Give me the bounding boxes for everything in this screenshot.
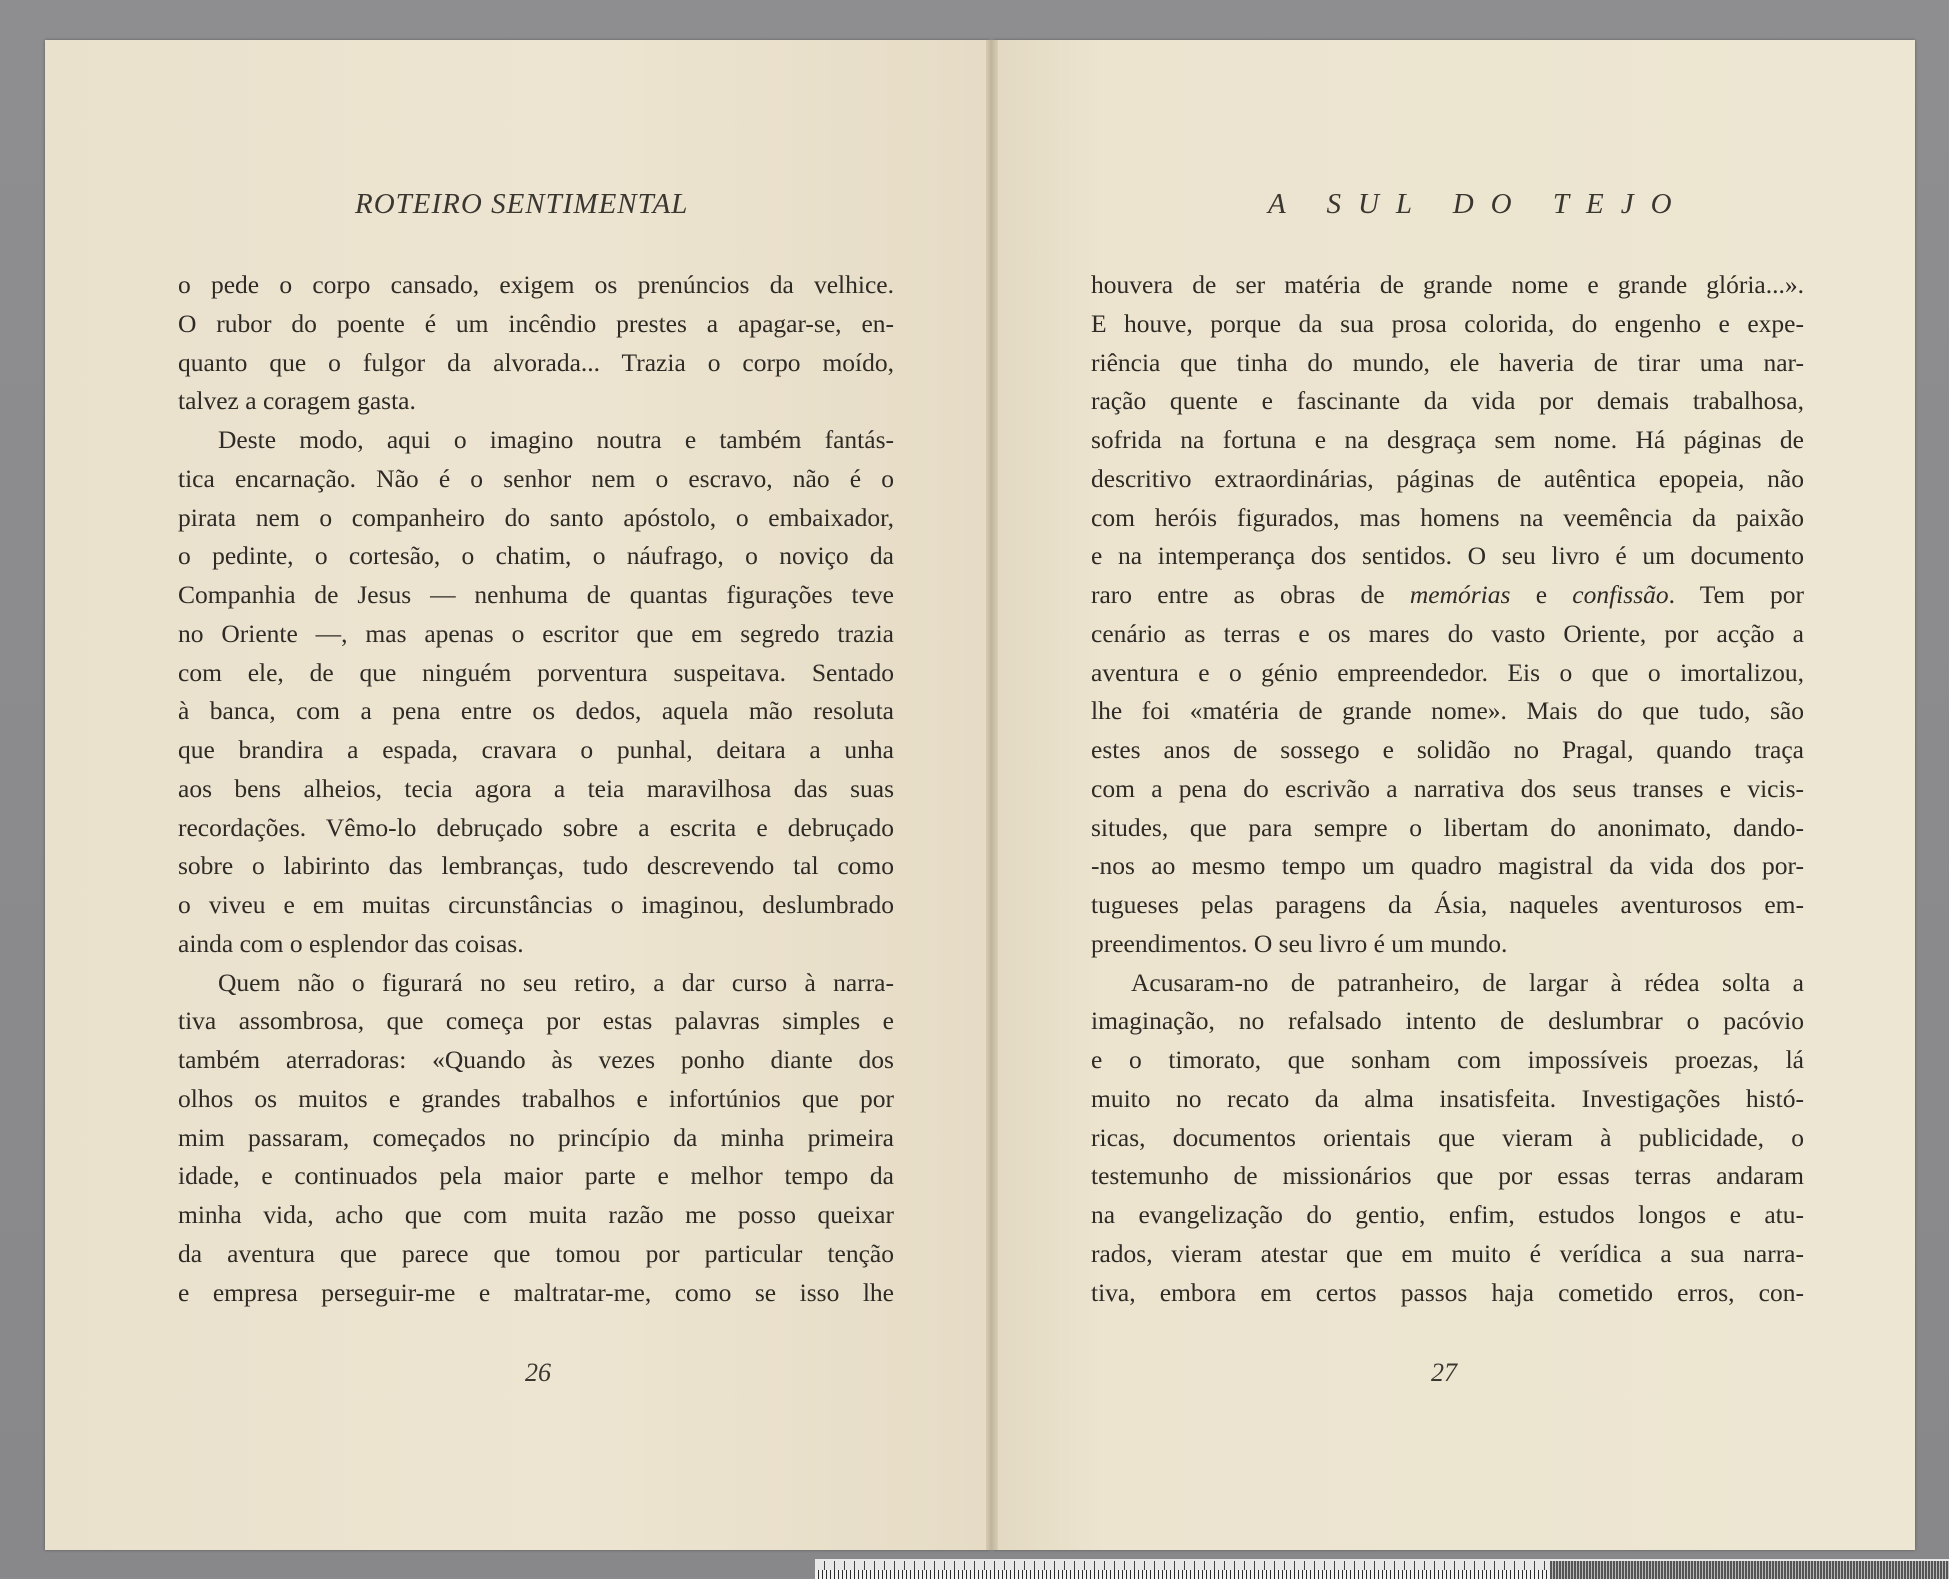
text-line: riência que tinha do mundo, ele haveria de tirar uma nar- (1091, 347, 1804, 377)
left-running-head: ROTEIRO SENTIMENTAL (355, 188, 689, 220)
text-line: quanto que o fulgor da alvorada... Trazia o corpo moído, (178, 347, 894, 377)
right-running-head: A SUL DO TEJO (1268, 188, 1689, 220)
right-body-text (1091, 266, 1804, 1312)
text-line: que brandira a espada, cravara o punhal, deitara a unha (178, 735, 894, 764)
text-line: o pedinte, o cortesão, o chatim, o náufrago, o noviço da (178, 541, 894, 571)
italic-term-confissao: confissão (1572, 580, 1669, 609)
text-line: à banca, com a pena entre os dedos, aquela mão resoluta (178, 696, 894, 726)
text-line: olhos os muitos e grandes trabalhos e infortúnios que por (178, 1083, 894, 1113)
text-line: cenário as terras e os mares do vasto Oriente, por acção a (1091, 618, 1804, 648)
text-line: lhe foi «matéria de grande nome». Mais do que tudo, são (1091, 696, 1804, 726)
right-page-number: 27 (1431, 1358, 1457, 1387)
text-line: no Oriente —, mas apenas o escritor que em segredo trazia (178, 618, 894, 648)
text-line: pirata nem o companheiro do santo apóstolo, o embaixador, (178, 502, 894, 532)
text-line: -nos ao mesmo tempo um quadro magistral da vida dos por- (1091, 851, 1804, 881)
text-line: o pede o corpo cansado, exigem os prenúncios da velhice. (178, 270, 894, 299)
text-line: testemunho de missionários que por essas terras andaram (1091, 1161, 1804, 1191)
text-line: da aventura que parece que tomou por particular tenção (178, 1238, 894, 1268)
text-line: estes anos de sossego e solidão no Pragal, quando traça (1091, 735, 1804, 764)
text-line: muito no recato da alma insatisfeita. Investigações histó- (1091, 1083, 1804, 1113)
text-line: tiva, embora em certos passos haja cometido erros, con- (1091, 1277, 1804, 1307)
text-line: houvera de ser matéria de grande nome e grande glória...». (1091, 270, 1804, 299)
text-line: idade, e continuados pela maior parte e melhor tempo da (178, 1161, 894, 1191)
italic-term-memorias: memórias (1409, 580, 1511, 609)
text-line: também aterradoras: «Quando às vezes ponho diante dos (178, 1045, 894, 1074)
text-line: E houve, porque da sua prosa colorida, do engenho e expe- (1091, 308, 1804, 338)
left-page-number: 26 (525, 1358, 551, 1387)
text-line: descritivo extraordinárias, páginas de autêntica epopeia, não (1091, 463, 1804, 493)
text-line: tiva assombrosa, que começa por estas palavras simples e (178, 1006, 894, 1036)
text-line: ricas, documentos orientais que vieram à publicidade, o (1091, 1122, 1804, 1152)
text-line: preendimentos. O seu livro é um mundo. (1091, 928, 1508, 958)
text-line: rados, vieram atestar que em muito é verídica a sua narra- (1091, 1238, 1804, 1268)
text-line: situdes, que para sempre o libertam do anonimato, dando- (1091, 812, 1804, 842)
text-line: e empresa perseguir-me e maltratar-me, como se isso lhe (178, 1277, 894, 1307)
text-line: Acusaram-no de patranheiro, de largar à rédea solta a (1131, 967, 1804, 997)
text-line: tugueses pelas paragens da Ásia, naqueles aventurosos em- (1091, 890, 1804, 919)
text-line: Deste modo, aqui o imagino noutra e também fantás- (218, 425, 894, 454)
text-fragment: raro entre as obras de (1091, 580, 1410, 609)
text-line: com ele, de que ninguém porventura suspeitava. Sentado (178, 657, 894, 687)
text-line: sobre o labirinto das lembranças, tudo descrevendo tal como (178, 851, 894, 881)
text-line: com heróis figurados, mas homens na veemência da paixão (1091, 502, 1804, 532)
text-line: recordações. Vêmo-lo debruçado sobre a escrita e debruçado (178, 812, 894, 842)
text-line: o viveu e em muitas circunstâncias o imaginou, deslumbrado (178, 890, 894, 919)
text-line: tica encarnação. Não é o senhor nem o escravo, não é o (178, 463, 894, 493)
text-line: O rubor do poente é um incêndio prestes a apagar-se, en- (178, 308, 894, 338)
text-line: mim passaram, começados no princípio da minha primeira (178, 1122, 894, 1152)
text-line: Companhia de Jesus — nenhuma de quantas figurações teve (178, 580, 894, 609)
text-line: talvez a coragem gasta. (178, 386, 416, 416)
text-line: aos bens alheios, tecia agora a teia maravilhosa das suas (178, 773, 894, 803)
text-line: e o timorato, que sonham com impossíveis proezas, lá (1091, 1045, 1804, 1074)
text-line: ainda com o esplendor das coisas. (178, 928, 524, 958)
text-line: minha vida, acho que com muita razão me posso queixar (178, 1200, 894, 1229)
text-line: aventura e o génio empreendedor. Eis o que o imortalizou, (1091, 657, 1804, 687)
text-line: com a pena do escrivão a narrativa dos seus transes e vicis- (1091, 773, 1804, 803)
text-line: imaginação, no refalsado intento de deslumbrar o pacóvio (1091, 1006, 1804, 1036)
text-fragment: e (1510, 580, 1573, 609)
text-line: sofrida na fortuna e na desgraça sem nome. Há páginas de (1091, 425, 1804, 454)
text-line: e na intemperança dos sentidos. O seu livro é um documento (1091, 541, 1804, 571)
text-line-with-italics (1091, 576, 1804, 615)
text-line: ração quente e fascinante da vida por demais trabalhosa, (1091, 386, 1804, 416)
book-gutter (986, 40, 998, 1550)
text-fragment: . Tem por (1668, 580, 1804, 609)
left-body-text (178, 266, 894, 1312)
text-line: Quem não o figurará no seu retiro, a dar curso à narra- (218, 967, 894, 997)
scan-scale-bar (815, 1559, 1949, 1579)
text-line: na evangelização do gentio, enfim, estudos longos e atu- (1091, 1200, 1804, 1229)
